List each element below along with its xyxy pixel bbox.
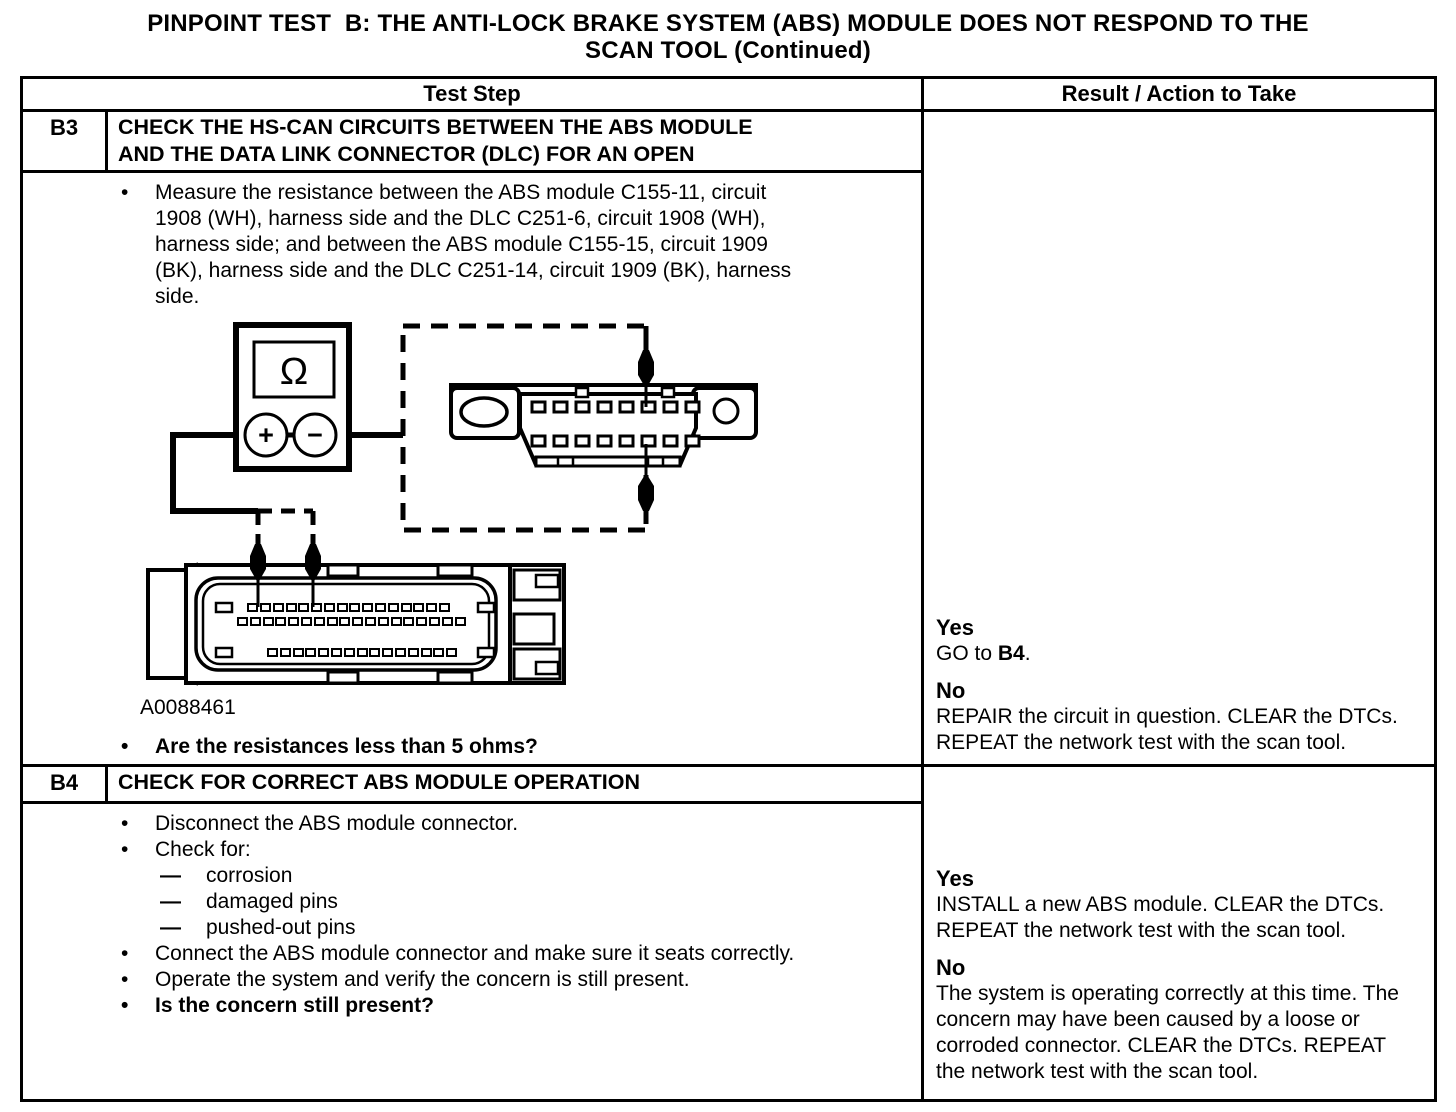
b4-check-item-text: damaged pins bbox=[206, 890, 338, 913]
b3-heading bbox=[108, 112, 921, 170]
b3-no-label: No bbox=[936, 678, 966, 703]
b4-test-step-cell bbox=[23, 767, 924, 1099]
b4-heading: CHECK FOR CORRECT ABS MODULE OPERATION bbox=[118, 770, 640, 794]
b3-measure-text: Measure the resistance between the ABS module C155-11, circuit 1908 (WH), harness side and the DLC C251-6, circuit 1908 (WH), harness side; and between the ABS module C155-15, circuit 1909 (BK), harness side and the DLC C251-14, circuit 1909 (BK), harness side. bbox=[155, 181, 792, 308]
b4-connect-text: Connect the ABS module connector and make sure it seats correctly. bbox=[155, 942, 795, 965]
circuit-diagram-figure bbox=[128, 318, 828, 720]
bullet-icon: • bbox=[121, 942, 129, 965]
b3-yes-action-pre: GO to bbox=[936, 642, 998, 665]
b3-yes-label: Yes bbox=[936, 615, 974, 640]
b4-check-item-damaged-pins bbox=[23, 889, 921, 915]
b4-question-bullet bbox=[23, 993, 921, 1019]
b3-step-body bbox=[23, 173, 921, 764]
multimeter bbox=[236, 325, 349, 469]
table-row-b4 bbox=[23, 767, 1434, 1099]
b4-step-id: B4 bbox=[23, 767, 108, 801]
abs-module-connector bbox=[148, 562, 564, 686]
table-row-b3 bbox=[23, 112, 1434, 767]
b3-heading-row bbox=[23, 112, 921, 173]
b4-heading-row bbox=[23, 767, 921, 804]
b3-result-cell bbox=[924, 112, 1434, 764]
page-title-line2: SCAN TOOL (Continued) bbox=[585, 37, 871, 64]
bullet-icon: • bbox=[121, 181, 129, 204]
pinpoint-test-table bbox=[20, 76, 1437, 1102]
b4-yes-label: Yes bbox=[936, 866, 974, 891]
b3-no-action: REPAIR the circuit in question. CLEAR the DTCs. REPEAT the network test with the scan tool. bbox=[936, 705, 1398, 754]
b4-connect-bullet bbox=[23, 941, 921, 967]
b4-no-action: The system is operating correctly at this time. The concern may have been caused by a loose or corroded connector. CLEAR the DTCs. REPEAT the network test with the scan tool. bbox=[936, 982, 1399, 1083]
bullet-icon: • bbox=[121, 812, 129, 835]
bullet-icon: • bbox=[121, 838, 129, 861]
b3-question-text: Are the resistances less than 5 ohms? bbox=[155, 735, 538, 758]
b4-yes-action: INSTALL a new ABS module. CLEAR the DTCs. REPEAT the network test with the scan tool. bbox=[936, 893, 1385, 942]
b4-check-item-text: pushed-out pins bbox=[206, 916, 356, 939]
b4-operate-bullet bbox=[23, 967, 921, 993]
b4-check-item-pushed-out-pins bbox=[23, 915, 921, 941]
b4-operate-text: Operate the system and verify the concern is still present. bbox=[155, 968, 690, 991]
b3-yes-action-post: . bbox=[1024, 642, 1031, 665]
b4-check-item-text: corrosion bbox=[206, 864, 293, 887]
page-title-line1: PINPOINT TEST B: THE ANTI-LOCK BRAKE SYSTEM (ABS) MODULE DOES NOT RESPOND TO THE bbox=[147, 10, 1309, 37]
b4-disconnect-bullet bbox=[23, 811, 921, 837]
page-title bbox=[0, 10, 1456, 64]
dash-icon: — bbox=[160, 916, 181, 939]
column-header-result-action: Result / Action to Take bbox=[1061, 81, 1297, 106]
b3-question-bullet bbox=[23, 734, 921, 760]
b4-check-for-bullet bbox=[23, 837, 921, 863]
dash-icon: — bbox=[160, 864, 181, 887]
b4-result-cell bbox=[924, 767, 1434, 1099]
b3-yes-action-target: B4 bbox=[997, 642, 1025, 665]
b3-step-id: B3 bbox=[23, 112, 108, 170]
b4-disconnect-text: Disconnect the ABS module connector. bbox=[155, 812, 519, 835]
table-header-row bbox=[23, 79, 1434, 112]
bullet-icon: • bbox=[121, 968, 129, 991]
b3-yes-action bbox=[936, 641, 1406, 667]
b4-check-item-corrosion bbox=[23, 863, 921, 889]
b4-no-label: No bbox=[936, 955, 966, 980]
bullet-icon: • bbox=[121, 735, 129, 758]
b3-heading-line1: CHECK THE HS-CAN CIRCUITS BETWEEN THE ABS MODULE bbox=[118, 115, 753, 139]
column-header-test-step: Test Step bbox=[23, 79, 924, 109]
b3-test-step-cell bbox=[23, 112, 924, 764]
dash-icon: — bbox=[160, 890, 181, 913]
figure-label: A0088461 bbox=[140, 696, 236, 719]
b4-check-for-text: Check for: bbox=[155, 838, 251, 861]
b4-question-text: Is the concern still present? bbox=[155, 994, 434, 1017]
ohm-symbol: Ω bbox=[279, 351, 309, 393]
plus-terminal-label: + bbox=[258, 420, 274, 450]
dlc-connector bbox=[451, 385, 756, 466]
b3-heading-line2: AND THE DATA LINK CONNECTOR (DLC) FOR AN OPEN bbox=[118, 142, 695, 166]
bullet-icon: • bbox=[121, 994, 129, 1017]
b4-step-body bbox=[23, 804, 921, 1099]
minus-terminal-label: − bbox=[307, 420, 323, 450]
b3-measure-bullet bbox=[23, 180, 921, 310]
